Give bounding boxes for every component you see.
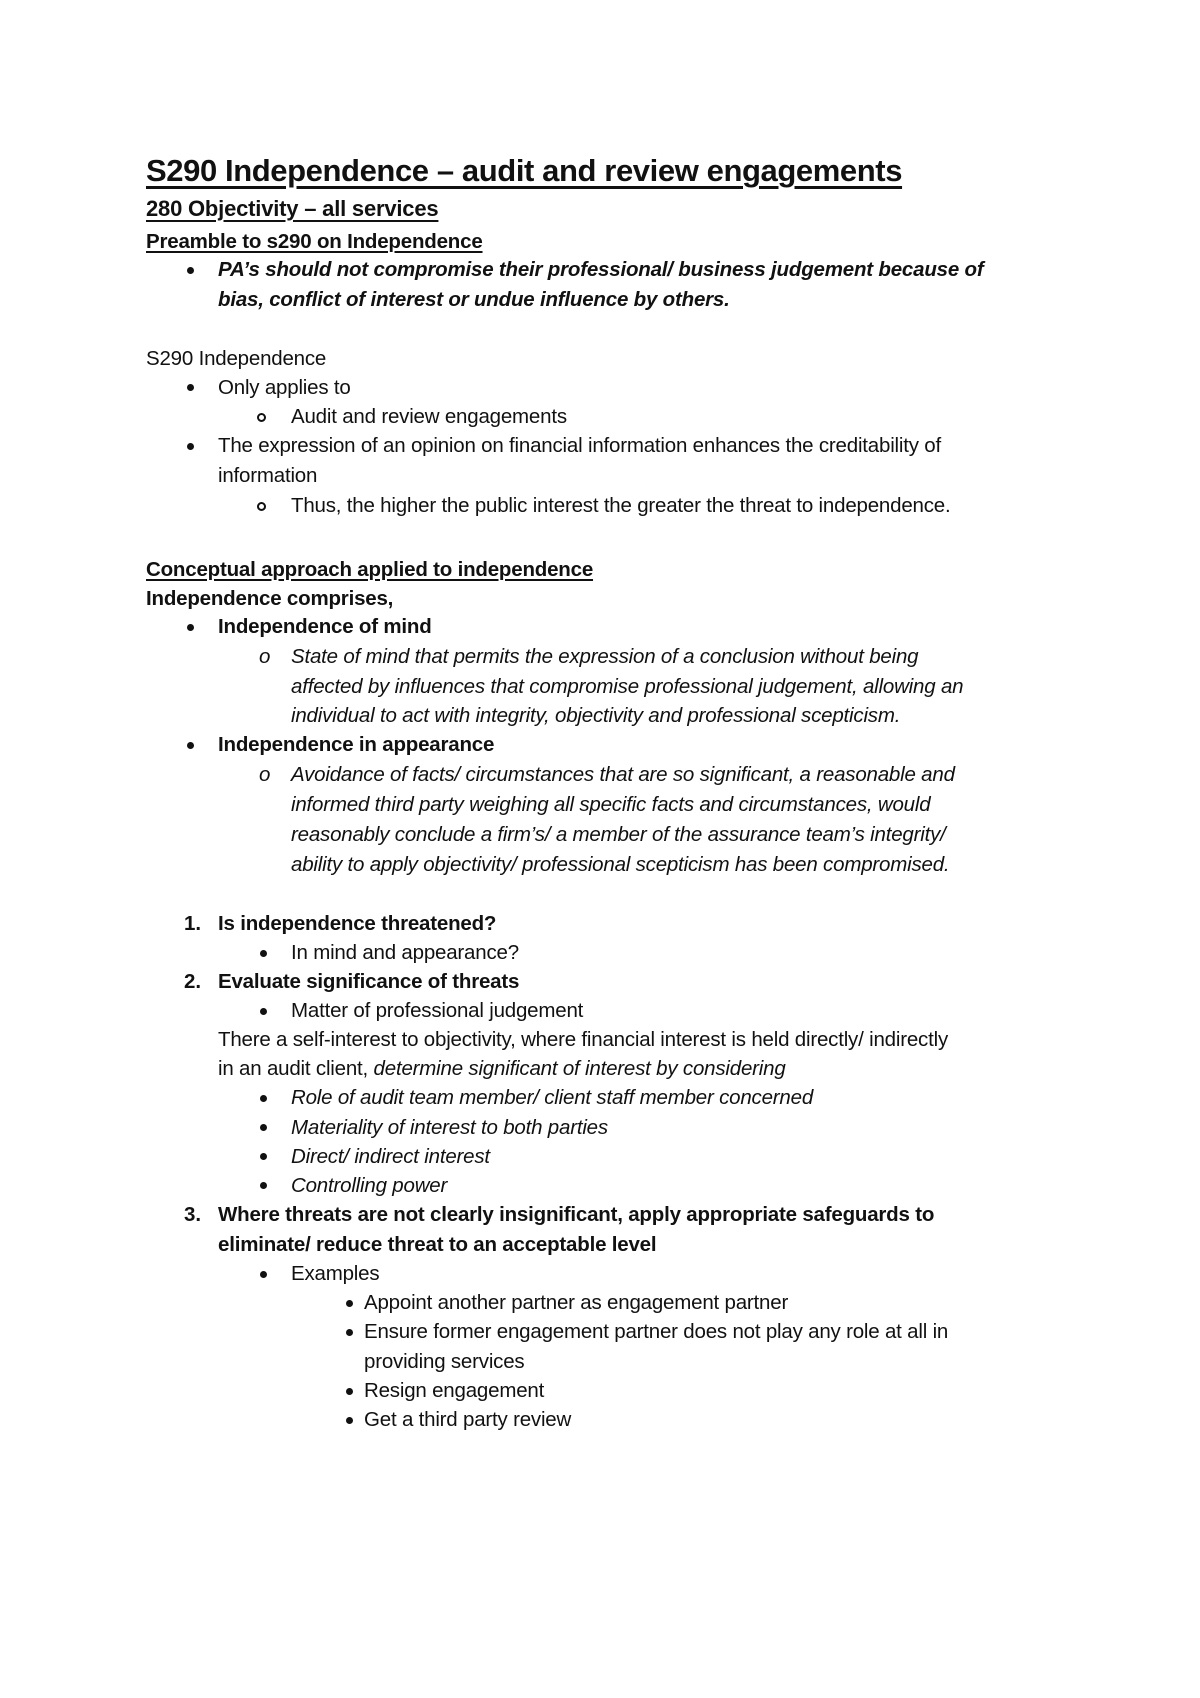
preamble-bullet-line-1: PA’s should not compromise their professional/ business judgement because of xyxy=(218,258,984,281)
bullet-icon xyxy=(260,950,267,957)
bullet-icon xyxy=(187,267,194,274)
step-1-text: Is independence threatened? xyxy=(218,912,497,935)
bullet-icon xyxy=(187,443,194,450)
s290-bullet-2-line-2: information xyxy=(218,464,318,487)
mind-definition-line-3: individual to act with integrity, objectivity and professional scepticism. xyxy=(291,704,901,727)
bullet-icon xyxy=(346,1300,353,1307)
example-item: Ensure former engagement partner does not play any role at all in xyxy=(364,1320,949,1343)
appearance-definition-line-2: informed third party weighing all specific facts and circumstances, would xyxy=(291,793,931,816)
factor-item: Role of audit team member/ client staff member concerned xyxy=(291,1086,814,1109)
appearance-definition-line-3: reasonably conclude a firm’s/ a member of the assurance team’s integrity/ xyxy=(291,823,946,846)
bullet-icon xyxy=(260,1271,267,1278)
step-number: 2. xyxy=(184,970,202,993)
s290-bullet-2-line-1: The expression of an opinion on financial information enhances the creditability of xyxy=(218,434,941,457)
hollow-bullet-icon xyxy=(257,502,266,511)
bullet-icon xyxy=(187,384,194,391)
self-interest-line-1: There a self-interest to objectivity, where financial interest is held directly/ indirectly xyxy=(218,1028,948,1051)
s290-sub-bullet-2: Thus, the higher the public interest the greater the threat to independence. xyxy=(291,494,951,517)
bullet-icon xyxy=(187,624,194,631)
step-number: 3. xyxy=(184,1203,202,1226)
step-3-text-line-1: Where threats are not clearly insignificant, apply appropriate safeguards to xyxy=(218,1203,935,1226)
factor-item: Materiality of interest to both parties xyxy=(291,1116,608,1139)
conceptual-intro: Independence comprises, xyxy=(146,587,394,610)
page-title: S290 Independence – audit and review engagements xyxy=(146,153,903,188)
step-1-sub: In mind and appearance? xyxy=(291,941,519,964)
s290-heading: S290 Independence xyxy=(146,347,327,370)
italic-o-marker: o xyxy=(259,645,271,668)
mind-definition-line-2: affected by influences that compromise professional judgement, allowing an xyxy=(291,675,964,698)
preamble-heading: Preamble to s290 on Independence xyxy=(146,230,483,253)
example-item: Resign engagement xyxy=(364,1379,545,1402)
factor-item: Controlling power xyxy=(291,1174,448,1197)
step-2-text: Evaluate significance of threats xyxy=(218,970,520,993)
hollow-bullet-icon xyxy=(257,413,266,422)
factor-item: Direct/ indirect interest xyxy=(291,1145,490,1168)
self-interest-line-2-italic: determine significant of interest by considering xyxy=(373,1057,786,1080)
conceptual-heading: Conceptual approach applied to independence xyxy=(146,558,594,581)
bullet-icon xyxy=(260,1182,267,1189)
bullet-icon xyxy=(260,1095,267,1102)
section-heading-objectivity: 280 Objectivity – all services xyxy=(146,196,439,221)
s290-sub-bullet-1: Audit and review engagements xyxy=(291,405,567,428)
bullet-icon xyxy=(260,1124,267,1131)
independence-in-appearance-label: Independence in appearance xyxy=(218,733,495,756)
example-item: Appoint another partner as engagement partner xyxy=(364,1291,789,1314)
step-number: 1. xyxy=(184,912,202,935)
italic-o-marker: o xyxy=(259,763,271,786)
step-3-sub: Examples xyxy=(291,1262,380,1285)
bullet-icon xyxy=(346,1329,353,1336)
preamble-bullet-line-2: bias, conflict of interest or undue influence by others. xyxy=(218,288,730,311)
self-interest-line-2-plain: in an audit client, xyxy=(218,1057,374,1080)
independence-of-mind-label: Independence of mind xyxy=(218,615,432,638)
bullet-icon xyxy=(187,742,194,749)
self-interest-line-2 xyxy=(218,1055,786,1083)
step-2-sub: Matter of professional judgement xyxy=(291,999,584,1022)
appearance-definition-line-1: Avoidance of facts/ circumstances that are so significant, a reasonable and xyxy=(291,763,955,786)
step-3-text-line-2: eliminate/ reduce threat to an acceptable level xyxy=(218,1233,657,1256)
bullet-icon xyxy=(346,1417,353,1424)
bullet-icon xyxy=(260,1153,267,1160)
mind-definition-line-1: State of mind that permits the expression of a conclusion without being xyxy=(291,645,919,668)
example-item: Get a third party review xyxy=(364,1408,572,1431)
s290-bullet-1: Only applies to xyxy=(218,376,351,399)
example-item-continued: providing services xyxy=(364,1350,525,1373)
appearance-definition-line-4: ability to apply objectivity/ professional scepticism has been compromised. xyxy=(291,853,950,876)
bullet-icon xyxy=(260,1008,267,1015)
bullet-icon xyxy=(346,1388,353,1395)
